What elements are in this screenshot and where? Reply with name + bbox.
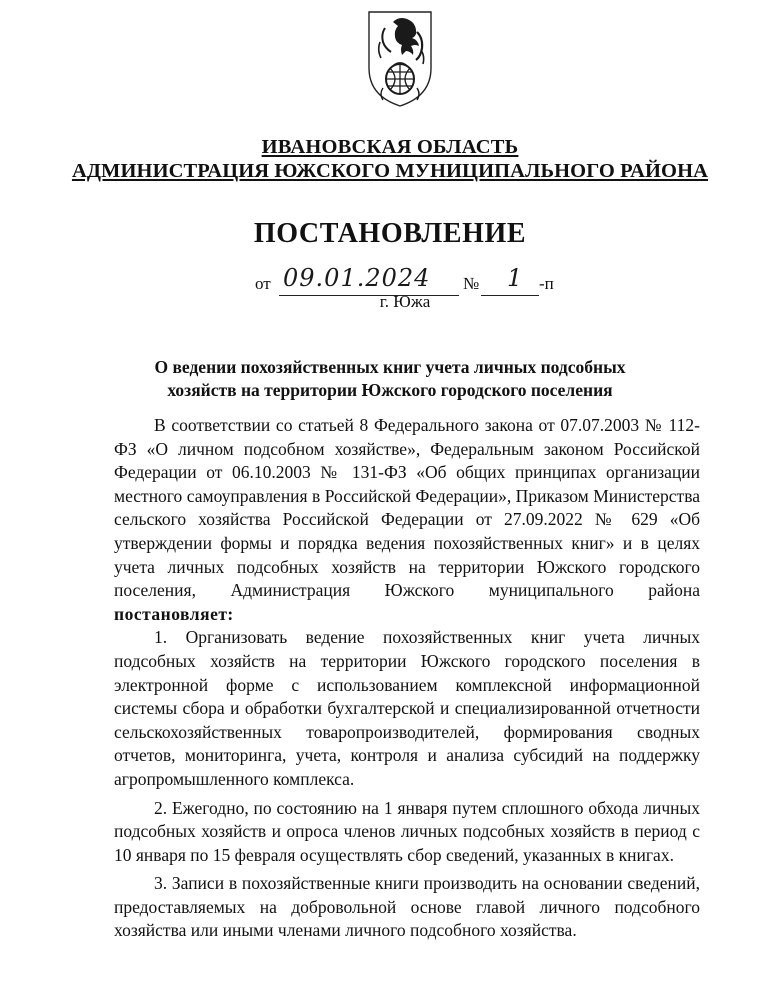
date-prefix: от bbox=[255, 274, 271, 293]
subject-line-2: хозяйств на территории Южского городского поселения bbox=[167, 380, 613, 400]
date-handwritten: 09.01.2024 bbox=[283, 264, 431, 292]
preamble-paragraph bbox=[114, 414, 700, 626]
coat-of-arms-icon bbox=[363, 8, 437, 108]
administration-title: АДМИНИСТРАЦИЯ ЮЖСКОГО МУНИЦИПАЛЬНОГО РАЙОНА bbox=[71, 160, 709, 182]
preamble-text: В соответствии со статьей 8 Федерального закона от 07.07.2003 № 112-ФЗ «О личном подсобном хозяйстве», Федеральным законом Российской Федерации от 06.10.2003 № 131-ФЗ «Об общих принципах организации местного самоуправления в Российской Федерации», Приказом Министерства сельского хозяйства Российской Федерации от 27.09.2022 № 629 «Об утверждении формы и порядка ведения похозяйственных книг» и в целях учета личных подсобных хозяйств на территории Южского городского поселения, Администрация Южского муниципального района bbox=[114, 415, 700, 601]
document-body bbox=[114, 414, 700, 943]
number-suffix: -п bbox=[539, 274, 554, 293]
city-label: г. Южа bbox=[379, 292, 431, 311]
item-1-paragraph: 1. Организовать ведение похозяйственных книг учета личных подсобных хозяйств на территории Южского городского поселения в электронной форме с использованием комплексной информационной системы сбора и обработки бухгалтерской и специализированной отчетности сельскохозяйственных товаропроизводителей, формирования сводных отчетов, мониторинга, учета, контроля и анализа субсидий на поддержку агропромышленного комплекса. bbox=[114, 627, 700, 789]
number-handwritten: 1 bbox=[507, 264, 524, 292]
region-title: ИВАНОВСКАЯ ОБЛАСТЬ bbox=[261, 136, 519, 158]
number-prefix: № bbox=[463, 274, 480, 293]
item-3-paragraph: 3. Записи в похозяйственные книги производить на основании сведений, предоставляемых на добровольной основе главой личного подсобного хозяйства или иными членами личного подсобного хозяйства. bbox=[114, 873, 700, 941]
document-subject bbox=[0, 356, 780, 402]
item-2-paragraph: 2. Ежегодно, по состоянию на 1 января путем сплошного обхода личных подсобных хозяйств и опроса членов личных подсобных хозяйств в период с 10 января по 15 февраля осуществлять сбор сведений, указанных в книгах. bbox=[114, 797, 700, 865]
subject-line-1: О ведении похозяйственных книг учета личных подсобных bbox=[154, 357, 626, 377]
document-type-title: ПОСТАНОВЛЕНИЕ bbox=[253, 218, 527, 249]
resolves-keyword: постановляет: bbox=[114, 603, 234, 624]
